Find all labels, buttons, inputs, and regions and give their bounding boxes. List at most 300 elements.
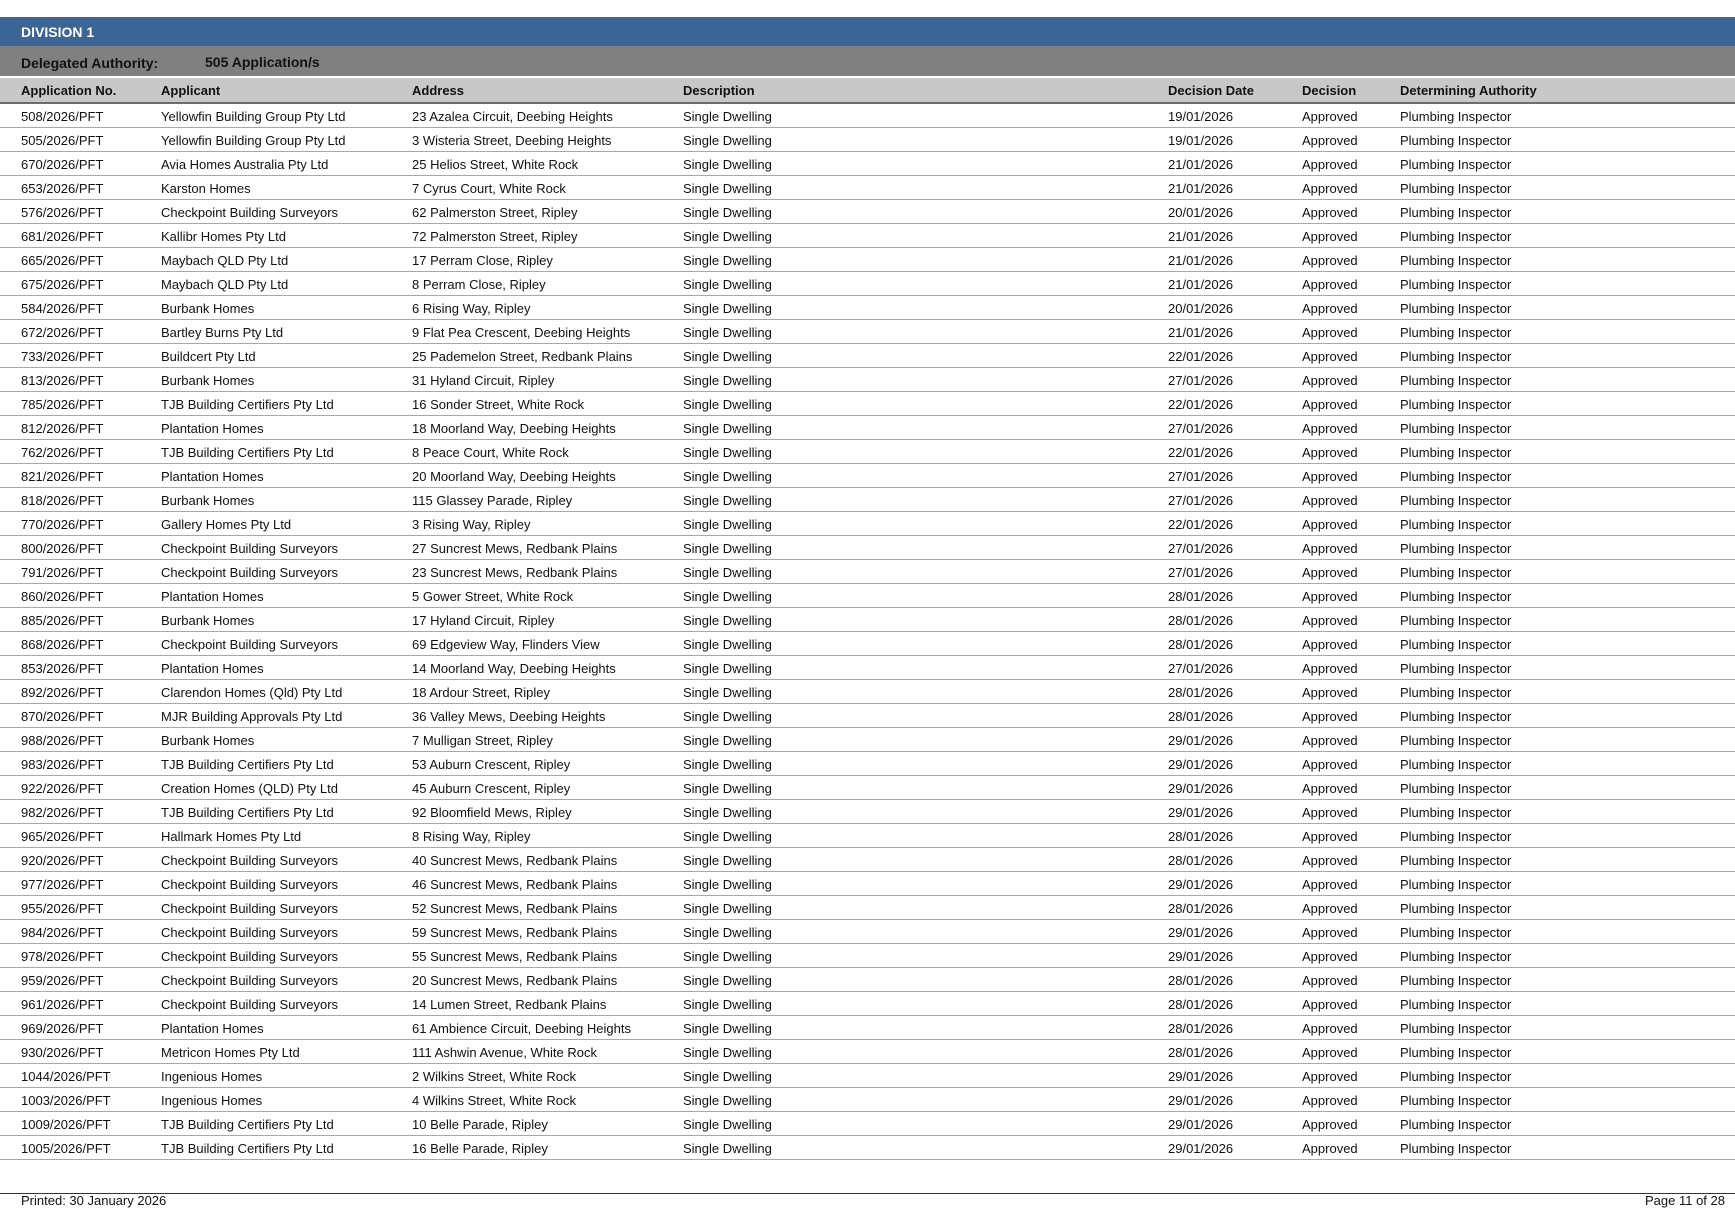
cell-decision: Approved [1302,445,1358,460]
cell-description: Single Dwelling [683,181,772,196]
cell-decision-date: 21/01/2026 [1168,181,1234,196]
cell-description: Single Dwelling [683,1093,772,1108]
cell-address: 20 Suncrest Mews, Redbank Plains [412,973,618,988]
cell-determining-authority: Plumbing Inspector [1400,517,1512,532]
cell-application-no: 681/2026/PFT [21,229,104,244]
cell-description: Single Dwelling [683,421,772,436]
cell-decision: Approved [1302,1141,1358,1156]
cell-decision: Approved [1302,1093,1358,1108]
cell-decision-date: 29/01/2026 [1168,1069,1234,1084]
cell-decision-date: 29/01/2026 [1168,949,1234,964]
table-row [0,1016,1735,1040]
cell-address: 72 Palmerston Street, Ripley [412,229,578,244]
cell-decision: Approved [1302,661,1358,676]
cell-decision-date: 21/01/2026 [1168,277,1234,292]
cell-decision-date: 29/01/2026 [1168,1117,1234,1132]
cell-decision: Approved [1302,805,1358,820]
cell-address: 59 Suncrest Mews, Redbank Plains [412,925,618,940]
cell-determining-authority: Plumbing Inspector [1400,109,1512,124]
cell-description: Single Dwelling [683,997,772,1012]
cell-description: Single Dwelling [683,589,772,604]
cell-applicant: Karston Homes [161,181,251,196]
cell-description: Single Dwelling [683,157,772,172]
cell-decision: Approved [1302,349,1358,364]
cell-decision: Approved [1302,301,1358,316]
cell-determining-authority: Plumbing Inspector [1400,421,1512,436]
table-row [0,248,1735,272]
table-header [0,78,1735,104]
table-row [0,104,1735,128]
cell-determining-authority: Plumbing Inspector [1400,661,1512,676]
cell-decision-date: 29/01/2026 [1168,805,1234,820]
cell-decision: Approved [1302,493,1358,508]
cell-description: Single Dwelling [683,445,772,460]
cell-application-no: 762/2026/PFT [21,445,104,460]
cell-description: Single Dwelling [683,517,772,532]
cell-applicant: Maybach QLD Pty Ltd [161,253,289,268]
cell-description: Single Dwelling [683,205,772,220]
cell-applicant: MJR Building Approvals Pty Ltd [161,709,343,724]
cell-determining-authority: Plumbing Inspector [1400,925,1512,940]
cell-applicant: Metricon Homes Pty Ltd [161,1045,300,1060]
cell-application-no: 965/2026/PFT [21,829,104,844]
cell-application-no: 770/2026/PFT [21,517,104,532]
cell-address: 61 Ambience Circuit, Deebing Heights [412,1021,631,1036]
cell-applicant: Checkpoint Building Surveyors [161,877,339,892]
cell-decision: Approved [1302,949,1358,964]
cell-decision-date: 22/01/2026 [1168,397,1234,412]
cell-decision: Approved [1302,229,1358,244]
cell-application-no: 791/2026/PFT [21,565,104,580]
table-row [0,152,1735,176]
cell-determining-authority: Plumbing Inspector [1400,709,1512,724]
cell-determining-authority: Plumbing Inspector [1400,781,1512,796]
cell-determining-authority: Plumbing Inspector [1400,733,1512,748]
applications-table-body [0,104,1735,1160]
table-row [0,272,1735,296]
cell-address: 4 Wilkins Street, White Rock [412,1093,576,1108]
cell-application-no: 818/2026/PFT [21,493,104,508]
cell-address: 17 Perram Close, Ripley [412,253,553,268]
cell-determining-authority: Plumbing Inspector [1400,493,1512,508]
cell-applicant: Plantation Homes [161,469,264,484]
cell-address: 8 Rising Way, Ripley [412,829,531,844]
cell-application-no: 955/2026/PFT [21,901,104,916]
cell-decision-date: 29/01/2026 [1168,733,1234,748]
cell-decision-date: 21/01/2026 [1168,157,1234,172]
cell-address: 23 Suncrest Mews, Redbank Plains [412,565,618,580]
cell-description: Single Dwelling [683,733,772,748]
cell-address: 25 Pademelon Street, Redbank Plains [412,349,633,364]
cell-application-no: 785/2026/PFT [21,397,104,412]
cell-application-no: 665/2026/PFT [21,253,104,268]
cell-determining-authority: Plumbing Inspector [1400,133,1512,148]
cell-address: 23 Azalea Circuit, Deebing Heights [412,109,613,124]
cell-decision: Approved [1302,637,1358,652]
cell-application-no: 800/2026/PFT [21,541,104,556]
cell-application-no: 885/2026/PFT [21,613,104,628]
cell-description: Single Dwelling [683,949,772,964]
cell-address: 46 Suncrest Mews, Redbank Plains [412,877,618,892]
col-header-decision-date: Decision Date [1168,83,1254,98]
cell-description: Single Dwelling [683,397,772,412]
cell-description: Single Dwelling [683,685,772,700]
table-row [0,920,1735,944]
cell-description: Single Dwelling [683,973,772,988]
cell-decision-date: 28/01/2026 [1168,613,1234,628]
cell-address: 53 Auburn Crescent, Ripley [412,757,571,772]
cell-applicant: Clarendon Homes (Qld) Pty Ltd [161,685,343,700]
cell-decision: Approved [1302,1045,1358,1060]
cell-applicant: TJB Building Certifiers Pty Ltd [161,805,334,820]
cell-determining-authority: Plumbing Inspector [1400,181,1512,196]
cell-application-no: 969/2026/PFT [21,1021,104,1036]
cell-application-no: 984/2026/PFT [21,925,104,940]
cell-description: Single Dwelling [683,325,772,340]
cell-decision-date: 29/01/2026 [1168,1141,1234,1156]
cell-description: Single Dwelling [683,709,772,724]
cell-applicant: Bartley Burns Pty Ltd [161,325,284,340]
cell-address: 18 Ardour Street, Ripley [412,685,551,700]
col-header-application-no: Application No. [21,83,117,98]
cell-application-no: 978/2026/PFT [21,949,104,964]
cell-determining-authority: Plumbing Inspector [1400,1069,1512,1084]
cell-description: Single Dwelling [683,757,772,772]
cell-decision-date: 28/01/2026 [1168,829,1234,844]
cell-address: 36 Valley Mews, Deebing Heights [412,709,606,724]
cell-description: Single Dwelling [683,781,772,796]
cell-determining-authority: Plumbing Inspector [1400,253,1512,268]
cell-decision-date: 20/01/2026 [1168,301,1234,316]
cell-application-no: 930/2026/PFT [21,1045,104,1060]
table-row [0,392,1735,416]
cell-applicant: Burbank Homes [161,373,255,388]
cell-address: 6 Rising Way, Ripley [412,301,531,316]
cell-determining-authority: Plumbing Inspector [1400,349,1512,364]
cell-description: Single Dwelling [683,805,772,820]
cell-description: Single Dwelling [683,637,772,652]
cell-determining-authority: Plumbing Inspector [1400,997,1512,1012]
cell-determining-authority: Plumbing Inspector [1400,277,1512,292]
table-row [0,320,1735,344]
cell-description: Single Dwelling [683,541,772,556]
cell-decision-date: 28/01/2026 [1168,685,1234,700]
cell-address: 62 Palmerston Street, Ripley [412,205,578,220]
cell-description: Single Dwelling [683,1045,772,1060]
cell-applicant: TJB Building Certifiers Pty Ltd [161,1141,334,1156]
cell-decision-date: 28/01/2026 [1168,709,1234,724]
table-row [0,992,1735,1016]
division-title: DIVISION 1 [21,24,95,40]
cell-application-no: 821/2026/PFT [21,469,104,484]
cell-application-no: 982/2026/PFT [21,805,104,820]
cell-decision: Approved [1302,781,1358,796]
table-row [0,1064,1735,1088]
cell-address: 20 Moorland Way, Deebing Heights [412,469,616,484]
table-row [0,704,1735,728]
cell-determining-authority: Plumbing Inspector [1400,397,1512,412]
table-row [0,488,1735,512]
cell-decision: Approved [1302,757,1358,772]
cell-decision-date: 28/01/2026 [1168,901,1234,916]
cell-determining-authority: Plumbing Inspector [1400,829,1512,844]
cell-decision-date: 27/01/2026 [1168,469,1234,484]
cell-description: Single Dwelling [683,661,772,676]
cell-description: Single Dwelling [683,373,772,388]
application-count: 505 Application/s [205,54,320,70]
col-header-determining-authority: Determining Authority [1400,83,1537,98]
cell-determining-authority: Plumbing Inspector [1400,445,1512,460]
cell-application-no: 733/2026/PFT [21,349,104,364]
cell-applicant: Avia Homes Australia Pty Ltd [161,157,329,172]
table-row [0,440,1735,464]
cell-decision: Approved [1302,133,1358,148]
cell-address: 27 Suncrest Mews, Redbank Plains [412,541,618,556]
division-header [0,17,1735,47]
cell-applicant: TJB Building Certifiers Pty Ltd [161,397,334,412]
cell-description: Single Dwelling [683,853,772,868]
cell-address: 3 Wisteria Street, Deebing Heights [412,133,612,148]
cell-address: 7 Mulligan Street, Ripley [412,733,553,748]
cell-determining-authority: Plumbing Inspector [1400,589,1512,604]
cell-decision: Approved [1302,853,1358,868]
cell-application-no: 977/2026/PFT [21,877,104,892]
cell-address: 8 Peace Court, White Rock [412,445,569,460]
cell-address: 8 Perram Close, Ripley [412,277,546,292]
cell-application-no: 922/2026/PFT [21,781,104,796]
cell-decision: Approved [1302,109,1358,124]
cell-decision-date: 29/01/2026 [1168,1093,1234,1108]
table-row [0,1136,1735,1160]
cell-application-no: 670/2026/PFT [21,157,104,172]
cell-decision: Approved [1302,277,1358,292]
cell-address: 45 Auburn Crescent, Ripley [412,781,571,796]
cell-decision: Approved [1302,325,1358,340]
table-row [0,848,1735,872]
table-row [0,176,1735,200]
cell-decision-date: 27/01/2026 [1168,421,1234,436]
cell-application-no: 961/2026/PFT [21,997,104,1012]
cell-determining-authority: Plumbing Inspector [1400,157,1512,172]
cell-decision: Approved [1302,1021,1358,1036]
cell-determining-authority: Plumbing Inspector [1400,949,1512,964]
table-row [0,200,1735,224]
cell-applicant: Checkpoint Building Surveyors [161,901,339,916]
cell-applicant: Hallmark Homes Pty Ltd [161,829,302,844]
cell-decision-date: 21/01/2026 [1168,229,1234,244]
cell-determining-authority: Plumbing Inspector [1400,1141,1512,1156]
cell-address: 16 Sonder Street, White Rock [412,397,584,412]
cell-address: 69 Edgeview Way, Flinders View [412,637,600,652]
cell-decision: Approved [1302,973,1358,988]
cell-determining-authority: Plumbing Inspector [1400,901,1512,916]
cell-determining-authority: Plumbing Inspector [1400,325,1512,340]
cell-address: 25 Helios Street, White Rock [412,157,579,172]
cell-description: Single Dwelling [683,1021,772,1036]
cell-applicant: Ingenious Homes [161,1093,263,1108]
table-row [0,632,1735,656]
cell-applicant: Ingenious Homes [161,1069,263,1084]
table-row [0,1112,1735,1136]
cell-address: 55 Suncrest Mews, Redbank Plains [412,949,618,964]
cell-description: Single Dwelling [683,565,772,580]
cell-address: 16 Belle Parade, Ripley [412,1141,548,1156]
cell-application-no: 853/2026/PFT [21,661,104,676]
table-row [0,296,1735,320]
delegated-authority-bar [0,46,1735,76]
cell-applicant: Checkpoint Building Surveyors [161,853,339,868]
cell-decision-date: 28/01/2026 [1168,1045,1234,1060]
cell-determining-authority: Plumbing Inspector [1400,205,1512,220]
cell-description: Single Dwelling [683,253,772,268]
table-row [0,512,1735,536]
cell-decision: Approved [1302,157,1358,172]
cell-decision-date: 28/01/2026 [1168,973,1234,988]
table-row [0,656,1735,680]
printed-date: Printed: 30 January 2026 [21,1193,167,1208]
cell-applicant: Checkpoint Building Surveyors [161,973,339,988]
cell-application-no: 983/2026/PFT [21,757,104,772]
cell-application-no: 868/2026/PFT [21,637,104,652]
table-row [0,752,1735,776]
cell-decision: Approved [1302,901,1358,916]
cell-decision: Approved [1302,877,1358,892]
cell-applicant: Plantation Homes [161,589,264,604]
cell-decision: Approved [1302,1117,1358,1132]
cell-determining-authority: Plumbing Inspector [1400,877,1512,892]
cell-applicant: Yellowfin Building Group Pty Ltd [161,133,346,148]
cell-applicant: Checkpoint Building Surveyors [161,637,339,652]
table-row [0,584,1735,608]
cell-address: 40 Suncrest Mews, Redbank Plains [412,853,618,868]
table-row [0,536,1735,560]
cell-determining-authority: Plumbing Inspector [1400,1045,1512,1060]
footer-divider [0,1193,1735,1194]
col-header-description: Description [683,83,755,98]
cell-description: Single Dwelling [683,469,772,484]
cell-decision-date: 19/01/2026 [1168,133,1234,148]
cell-decision-date: 28/01/2026 [1168,997,1234,1012]
cell-applicant: Plantation Homes [161,661,264,676]
cell-address: 2 Wilkins Street, White Rock [412,1069,576,1084]
cell-decision-date: 28/01/2026 [1168,637,1234,652]
cell-description: Single Dwelling [683,925,772,940]
cell-application-no: 870/2026/PFT [21,709,104,724]
table-row [0,344,1735,368]
cell-application-no: 860/2026/PFT [21,589,104,604]
cell-description: Single Dwelling [683,349,772,364]
cell-description: Single Dwelling [683,901,772,916]
cell-application-no: 959/2026/PFT [21,973,104,988]
table-row [0,944,1735,968]
cell-determining-authority: Plumbing Inspector [1400,973,1512,988]
cell-decision: Approved [1302,733,1358,748]
cell-decision: Approved [1302,181,1358,196]
cell-determining-authority: Plumbing Inspector [1400,469,1512,484]
cell-decision: Approved [1302,421,1358,436]
cell-application-no: 675/2026/PFT [21,277,104,292]
cell-applicant: Burbank Homes [161,301,255,316]
table-row [0,872,1735,896]
cell-decision-date: 27/01/2026 [1168,373,1234,388]
cell-applicant: Checkpoint Building Surveyors [161,205,339,220]
cell-applicant: Buildcert Pty Ltd [161,349,256,364]
cell-application-no: 892/2026/PFT [21,685,104,700]
delegated-authority-label: Delegated Authority: [21,55,159,71]
cell-description: Single Dwelling [683,133,772,148]
cell-determining-authority: Plumbing Inspector [1400,373,1512,388]
cell-description: Single Dwelling [683,613,772,628]
cell-applicant: Gallery Homes Pty Ltd [161,517,292,532]
cell-application-no: 813/2026/PFT [21,373,104,388]
cell-applicant: Checkpoint Building Surveyors [161,949,339,964]
cell-decision: Approved [1302,397,1358,412]
cell-applicant: TJB Building Certifiers Pty Ltd [161,757,334,772]
cell-address: 14 Moorland Way, Deebing Heights [412,661,616,676]
cell-description: Single Dwelling [683,1141,772,1156]
cell-application-no: 1005/2026/PFT [21,1141,111,1156]
cell-address: 14 Lumen Street, Redbank Plains [412,997,607,1012]
cell-description: Single Dwelling [683,829,772,844]
cell-decision: Approved [1302,685,1358,700]
cell-application-no: 505/2026/PFT [21,133,104,148]
table-row [0,224,1735,248]
table-row [0,1040,1735,1064]
cell-decision: Approved [1302,589,1358,604]
table-row [0,824,1735,848]
cell-decision-date: 28/01/2026 [1168,1021,1234,1036]
cell-determining-authority: Plumbing Inspector [1400,1093,1512,1108]
cell-determining-authority: Plumbing Inspector [1400,1117,1512,1132]
cell-description: Single Dwelling [683,109,772,124]
cell-determining-authority: Plumbing Inspector [1400,229,1512,244]
cell-applicant: TJB Building Certifiers Pty Ltd [161,445,334,460]
cell-decision: Approved [1302,925,1358,940]
cell-decision-date: 27/01/2026 [1168,661,1234,676]
cell-address: 92 Bloomfield Mews, Ripley [412,805,572,820]
cell-determining-authority: Plumbing Inspector [1400,613,1512,628]
cell-applicant: Burbank Homes [161,733,255,748]
cell-applicant: Plantation Homes [161,421,264,436]
cell-application-no: 988/2026/PFT [21,733,104,748]
cell-decision: Approved [1302,469,1358,484]
cell-decision-date: 29/01/2026 [1168,757,1234,772]
cell-application-no: 508/2026/PFT [21,109,104,124]
cell-applicant: Checkpoint Building Surveyors [161,925,339,940]
cell-decision-date: 27/01/2026 [1168,565,1234,580]
cell-description: Single Dwelling [683,1117,772,1132]
cell-determining-authority: Plumbing Inspector [1400,757,1512,772]
page-number: Page 11 of 28 [1645,1193,1725,1208]
cell-applicant: Burbank Homes [161,613,255,628]
cell-address: 3 Rising Way, Ripley [412,517,531,532]
cell-decision: Approved [1302,373,1358,388]
cell-address: 115 Glassey Parade, Ripley [412,493,573,508]
table-row [0,368,1735,392]
table-row [0,464,1735,488]
cell-applicant: Checkpoint Building Surveyors [161,565,339,580]
cell-decision: Approved [1302,565,1358,580]
col-header-decision: Decision [1302,83,1357,98]
cell-decision: Approved [1302,253,1358,268]
cell-address: 5 Gower Street, White Rock [412,589,574,604]
cell-applicant: Checkpoint Building Surveyors [161,541,339,556]
cell-address: 18 Moorland Way, Deebing Heights [412,421,616,436]
table-row [0,560,1735,584]
table-row [0,608,1735,632]
cell-applicant: Plantation Homes [161,1021,264,1036]
cell-decision-date: 27/01/2026 [1168,541,1234,556]
